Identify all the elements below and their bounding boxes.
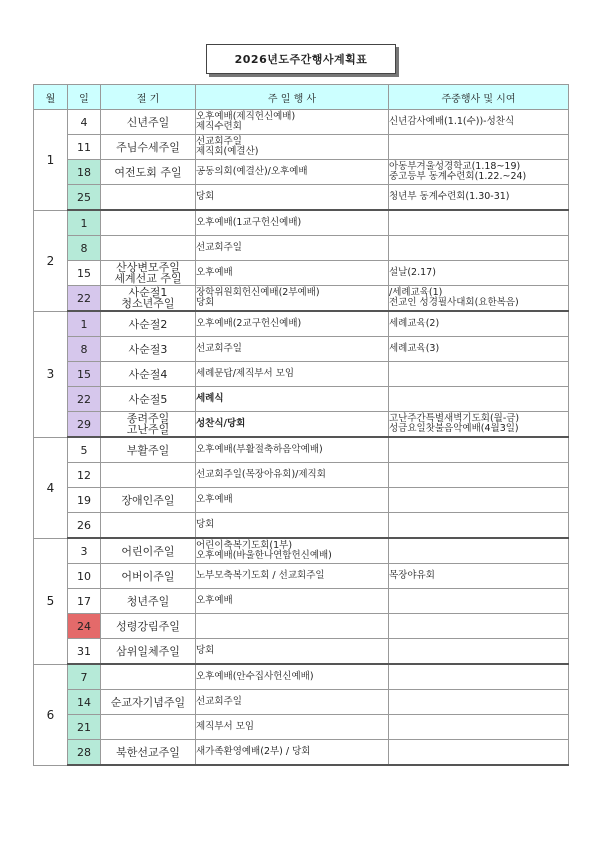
month-cell: 2 <box>34 210 68 311</box>
table-row <box>34 261 569 286</box>
table-row <box>34 614 569 639</box>
table-row <box>34 513 569 539</box>
season-cell <box>101 463 196 488</box>
event-cell <box>389 387 569 412</box>
season-cell: 사순절5 <box>101 387 196 412</box>
service-cell: 당회 <box>196 513 389 539</box>
season-cell: 사순절4 <box>101 362 196 387</box>
day-cell: 15 <box>68 362 101 387</box>
day-cell: 19 <box>68 488 101 513</box>
event-cell <box>389 513 569 539</box>
service-cell: 당회 <box>196 185 389 211</box>
day-cell: 7 <box>68 664 101 690</box>
table-row <box>34 110 569 135</box>
season-cell: 여전도회 주일 <box>101 160 196 185</box>
service-cell: 장학위원회헌신예배(2부예배) 당회 <box>196 286 389 312</box>
event-cell: 신년감사예배(1.1(수))-성찬식 <box>389 110 569 135</box>
season-cell: 주님수세주일 <box>101 135 196 160</box>
table-row <box>34 564 569 589</box>
season-cell: 사순절2 <box>101 311 196 337</box>
day-cell: 1 <box>68 311 101 337</box>
service-cell: 오후예배(2교구헌신예배) <box>196 311 389 337</box>
table-row <box>34 311 569 337</box>
event-cell <box>389 690 569 715</box>
day-cell: 22 <box>68 387 101 412</box>
table-row <box>34 160 569 185</box>
event-cell <box>389 715 569 740</box>
day-cell: 8 <box>68 337 101 362</box>
service-cell: 세례식 <box>196 387 389 412</box>
service-cell: 성찬식/당회 <box>196 412 389 438</box>
service-cell: 공동의회(예결산)/오후예배 <box>196 160 389 185</box>
event-cell <box>389 362 569 387</box>
event-cell <box>389 589 569 614</box>
service-cell: 세례문답/제직부서 모임 <box>196 362 389 387</box>
day-cell: 8 <box>68 236 101 261</box>
season-cell: 사순절3 <box>101 337 196 362</box>
season-cell <box>101 236 196 261</box>
table-body <box>34 110 569 766</box>
service-cell: 제직부서 모임 <box>196 715 389 740</box>
season-cell: 신년주일 <box>101 110 196 135</box>
month-cell: 1 <box>34 110 68 211</box>
event-cell <box>389 740 569 766</box>
table-row <box>34 690 569 715</box>
service-cell: 오후예배 <box>196 261 389 286</box>
table-row <box>34 589 569 614</box>
event-plan-table <box>33 84 569 766</box>
table-row <box>34 664 569 690</box>
day-cell: 14 <box>68 690 101 715</box>
event-cell <box>389 664 569 690</box>
event-cell <box>389 437 569 463</box>
day-cell: 26 <box>68 513 101 539</box>
table-row <box>34 185 569 211</box>
month-cell: 4 <box>34 437 68 538</box>
event-cell <box>389 135 569 160</box>
month-cell: 6 <box>34 664 68 765</box>
event-cell <box>389 614 569 639</box>
day-cell: 24 <box>68 614 101 639</box>
header-season: 절 기 <box>101 85 196 110</box>
table-row <box>34 286 569 312</box>
table-row <box>34 387 569 412</box>
service-cell: 노부모축복기도회 / 선교회주일 <box>196 564 389 589</box>
event-cell: 세례교육(3) <box>389 337 569 362</box>
service-cell: 새가족환영예배(2부) / 당회 <box>196 740 389 766</box>
service-cell: 당회 <box>196 639 389 665</box>
table-header-row <box>34 85 569 110</box>
month-cell: 5 <box>34 538 68 664</box>
table-row <box>34 337 569 362</box>
event-cell: /세례교육(1) 전교인 성경필사대회(요한복음) <box>389 286 569 312</box>
season-cell <box>101 513 196 539</box>
service-cell: 선교회주일 <box>196 337 389 362</box>
day-cell: 12 <box>68 463 101 488</box>
table-row <box>34 715 569 740</box>
service-cell: 선교회주일(목장아유회)/제직회 <box>196 463 389 488</box>
event-cell: 세례교육(2) <box>389 311 569 337</box>
season-cell: 산상변모주일 세계선교 주일 <box>101 261 196 286</box>
season-cell: 어버이주일 <box>101 564 196 589</box>
day-cell: 18 <box>68 160 101 185</box>
day-cell: 28 <box>68 740 101 766</box>
event-cell: 아동부겨울성경학교(1.18~19) 중고등부 동계수련회(1.22.~24) <box>389 160 569 185</box>
day-cell: 17 <box>68 589 101 614</box>
season-cell: 성령강림주일 <box>101 614 196 639</box>
event-cell <box>389 210 569 236</box>
event-cell: 고난주간특별새벽기도회(월-금) 성금요일찻불음악예배(4월3일) <box>389 412 569 438</box>
month-cell: 3 <box>34 311 68 437</box>
day-cell: 21 <box>68 715 101 740</box>
day-cell: 5 <box>68 437 101 463</box>
event-cell <box>389 488 569 513</box>
header-event: 주중행사 및 시여 <box>389 85 569 110</box>
event-cell: 목장야유회 <box>389 564 569 589</box>
table-row <box>34 538 569 564</box>
header-day: 일 <box>68 85 101 110</box>
service-cell: 어린이축복기도회(1부) 오후예배(바울한나연합헌신예배) <box>196 538 389 564</box>
day-cell: 31 <box>68 639 101 665</box>
season-cell <box>101 185 196 211</box>
service-cell <box>196 614 389 639</box>
service-cell: 오후예배 <box>196 488 389 513</box>
season-cell: 청년주일 <box>101 589 196 614</box>
day-cell: 4 <box>68 110 101 135</box>
table-row <box>34 463 569 488</box>
season-cell: 삼위일체주일 <box>101 639 196 665</box>
day-cell: 1 <box>68 210 101 236</box>
event-cell <box>389 639 569 665</box>
season-cell: 북한선교주일 <box>101 740 196 766</box>
service-cell: 오후예배 <box>196 589 389 614</box>
season-cell <box>101 210 196 236</box>
season-cell: 순교자기념주일 <box>101 690 196 715</box>
service-cell: 선교회주일 <box>196 690 389 715</box>
season-cell: 부활주일 <box>101 437 196 463</box>
table-row <box>34 740 569 766</box>
event-cell <box>389 236 569 261</box>
service-cell: 오후예배(1교구헌신예배) <box>196 210 389 236</box>
header-month: 월 <box>34 85 68 110</box>
day-cell: 29 <box>68 412 101 438</box>
table-row <box>34 210 569 236</box>
day-cell: 25 <box>68 185 101 211</box>
day-cell: 22 <box>68 286 101 312</box>
service-cell: 선교회주일 제직회(예결산) <box>196 135 389 160</box>
season-cell: 종려주일 고난주일 <box>101 412 196 438</box>
table-row <box>34 362 569 387</box>
event-cell: 설날(2.17) <box>389 261 569 286</box>
day-cell: 11 <box>68 135 101 160</box>
season-cell: 어린이주일 <box>101 538 196 564</box>
table-row <box>34 135 569 160</box>
service-cell: 오후예배(부활절축하음악예배) <box>196 437 389 463</box>
season-cell: 장애인주일 <box>101 488 196 513</box>
table-row <box>34 488 569 513</box>
season-cell <box>101 715 196 740</box>
day-cell: 3 <box>68 538 101 564</box>
season-cell: 사순절1 청소년주일 <box>101 286 196 312</box>
day-cell: 10 <box>68 564 101 589</box>
event-cell: 청년부 동계수련회(1.30-31) <box>389 185 569 211</box>
event-cell <box>389 538 569 564</box>
service-cell: 오후예배(안수집사헌신예배) <box>196 664 389 690</box>
table-row <box>34 236 569 261</box>
event-cell <box>389 463 569 488</box>
header-service: 주 일 행 사 <box>196 85 389 110</box>
table-row <box>34 437 569 463</box>
table-row <box>34 412 569 438</box>
table-row <box>34 639 569 665</box>
plan-title: 2026년도주간행사계획표 <box>206 44 396 74</box>
season-cell <box>101 664 196 690</box>
day-cell: 15 <box>68 261 101 286</box>
service-cell: 선교회주일 <box>196 236 389 261</box>
service-cell: 오후예배(제직헌신예배) 제직수련회 <box>196 110 389 135</box>
